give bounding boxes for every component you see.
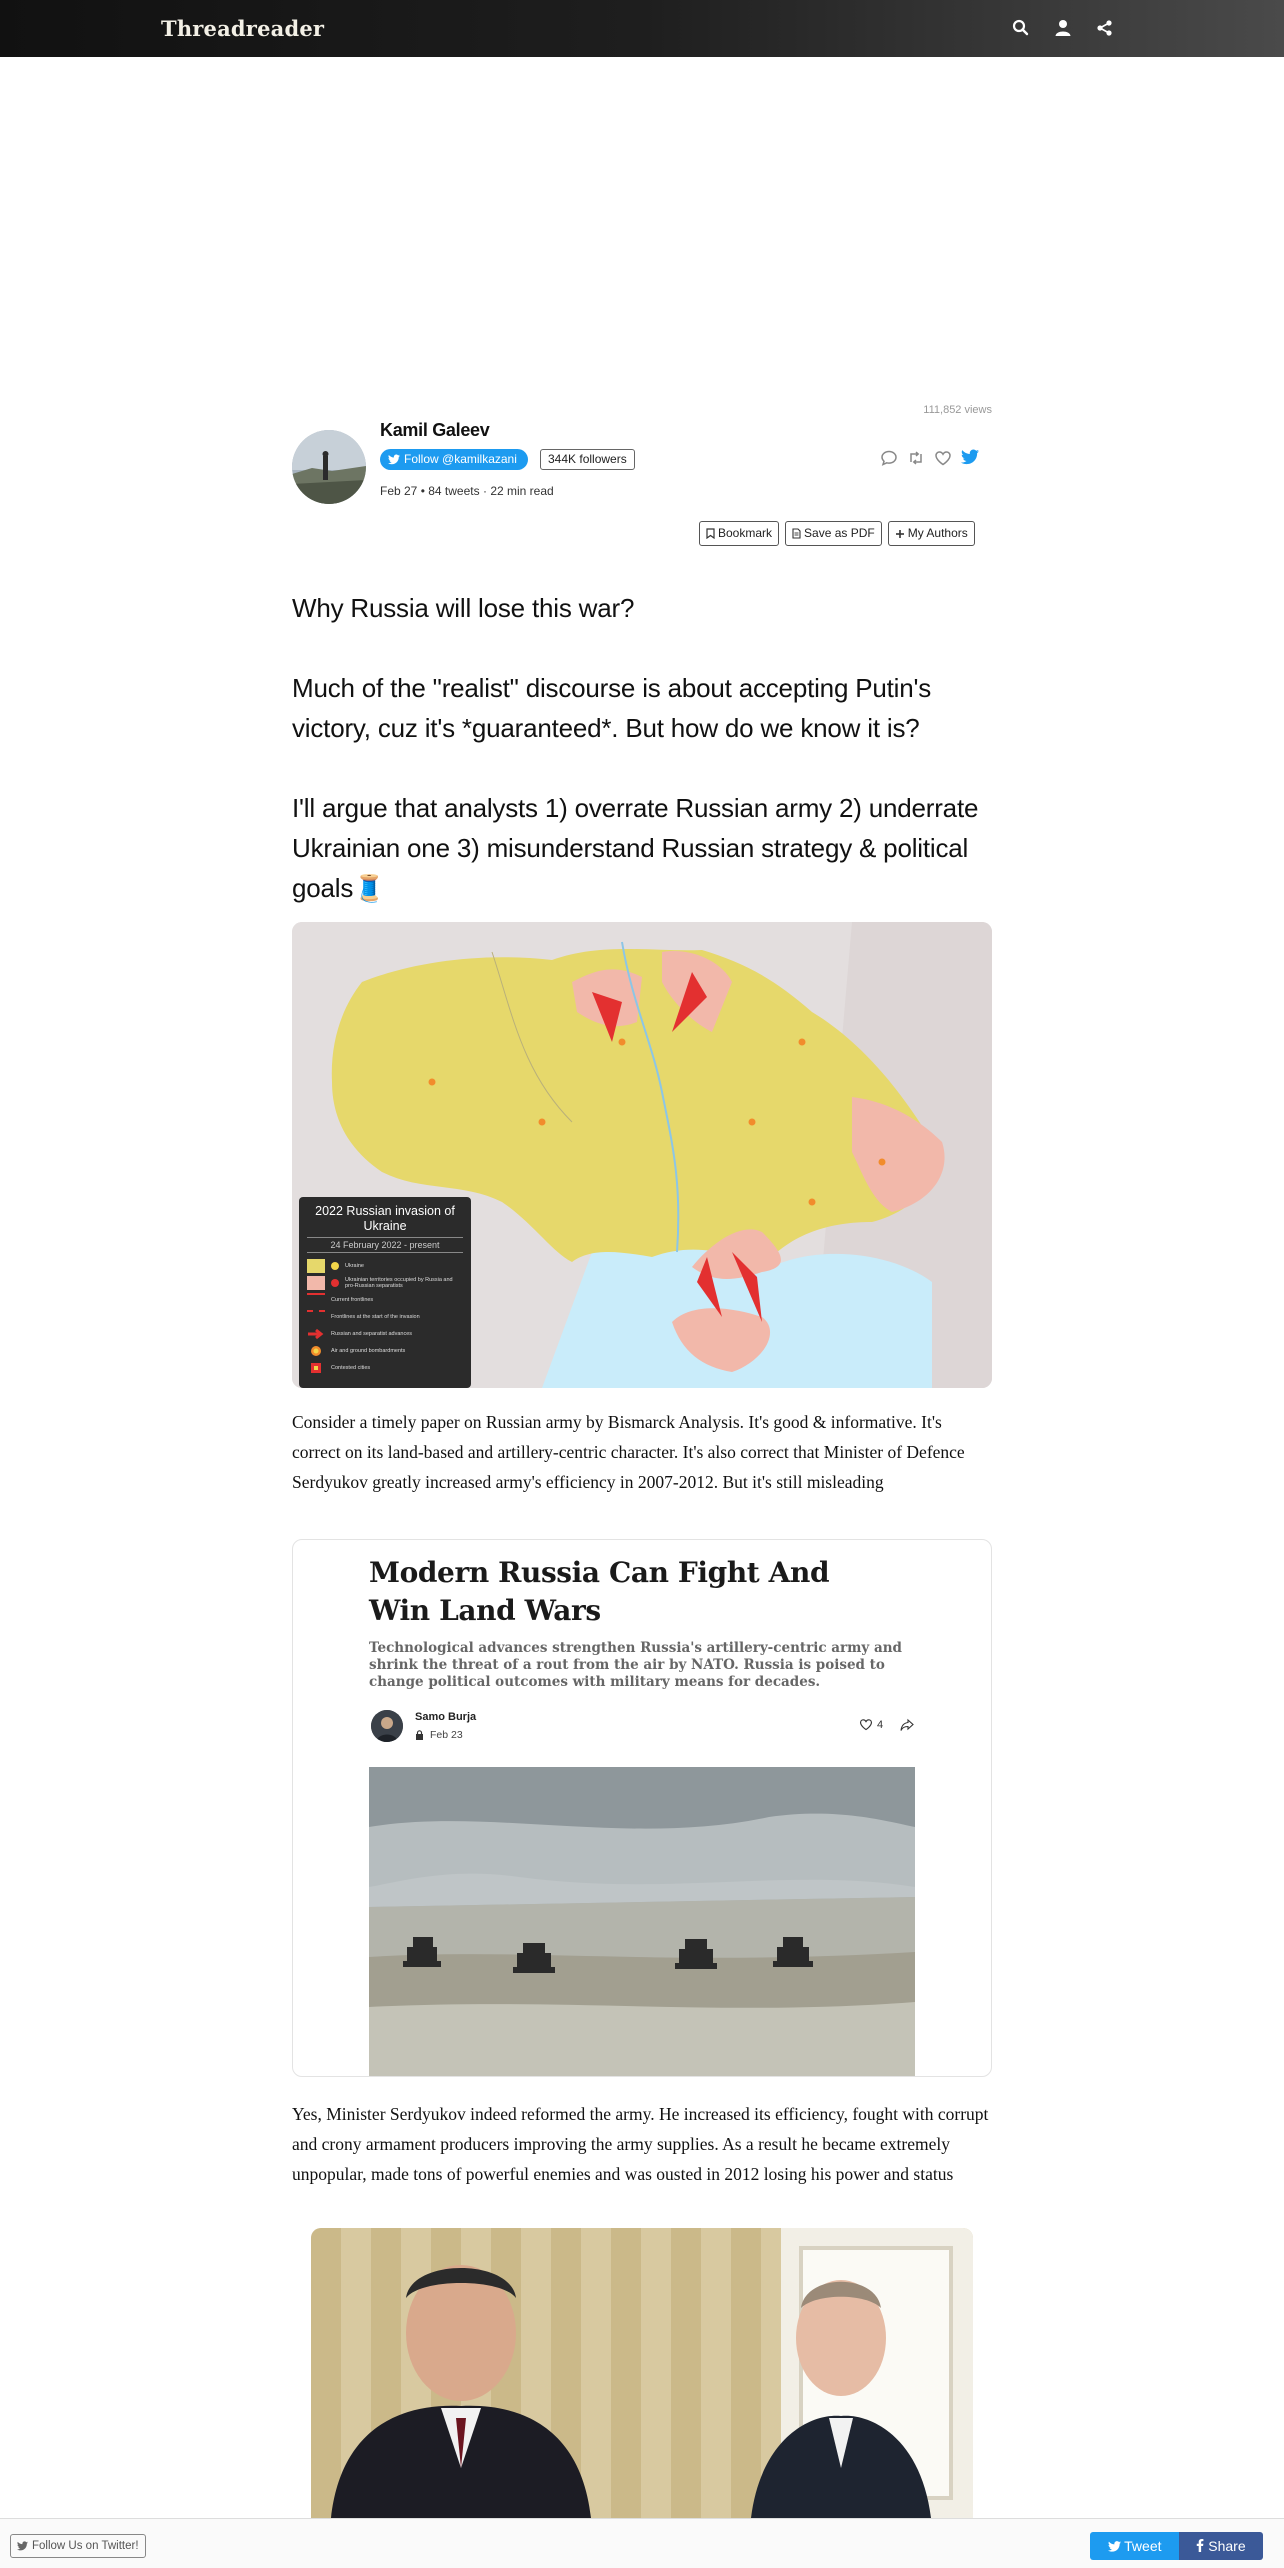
navbar-icons	[1010, 17, 1116, 39]
article-author-avatar	[371, 1710, 403, 1742]
facebook-icon	[1196, 2539, 1204, 2552]
legend-label: Contested cities	[331, 1365, 371, 1371]
article-preview-card[interactable]	[292, 1539, 992, 2077]
legend-item	[307, 1258, 463, 1274]
article-subtitle: Technological advances strengthen Russia's artillery-centric army and shrink the threat of a rout from the air by NATO. Russia is poised to change political outcomes with military means for decades.	[369, 1640, 902, 1690]
twitter-bird-icon	[388, 454, 400, 465]
document-icon	[792, 528, 801, 539]
invasion-map-image[interactable]	[292, 922, 992, 1388]
follow-us-label: Follow Us on Twitter!	[32, 2540, 139, 2552]
legend-item	[307, 1292, 463, 1308]
like-icon[interactable]	[934, 449, 952, 467]
read-time: 22 min read	[490, 484, 554, 498]
legend-swatch	[307, 1259, 325, 1273]
author-avatar[interactable]	[292, 430, 366, 504]
tweet-text: Yes, Minister Serdyukov indeed reformed the army. He increased its efficiency, fought with corrupt and crony armament producers improving the army supplies. As a result he became extremely unpopular, made tons of powerful enemies and was ousted in 2012 losing his power and status	[292, 2104, 989, 2184]
reply-icon[interactable]	[880, 449, 898, 467]
twitter-icon[interactable]	[961, 449, 979, 467]
lead-paragraph: Much of the "realist" discourse is about accepting Putin's victory, cuz it's *guaranteed*. But how do we know it is?	[292, 673, 932, 743]
brand-logo[interactable]: Threadreader	[161, 16, 325, 41]
legend-item	[307, 1326, 463, 1342]
arrow-icon	[307, 1327, 325, 1341]
lead-paragraph: Why Russia will lose this war?	[292, 593, 635, 623]
artillery-photo	[369, 1767, 915, 2077]
save-pdf-button[interactable]	[785, 521, 882, 546]
legend-item	[307, 1360, 463, 1376]
plus-icon	[895, 529, 905, 539]
tweet-button[interactable]	[1090, 2532, 1179, 2560]
legend-label: Current frontlines	[331, 1297, 374, 1303]
twitter-icon	[1108, 2541, 1121, 2552]
likes-count: 4	[877, 1718, 884, 1731]
legend-dot	[331, 1262, 339, 1270]
article-date: Feb 23	[430, 1729, 463, 1741]
legend-swatch	[307, 1310, 325, 1324]
author-name[interactable]: Kamil Galeev	[380, 420, 490, 440]
explosion-icon	[307, 1344, 325, 1358]
article-author: Samo Burja	[415, 1711, 477, 1723]
article-title[interactable]: Modern Russia Can Fight And Win Land Wars	[369, 1556, 830, 1627]
view-count: 111,852 views	[923, 404, 992, 416]
tweet-label: Tweet	[1124, 2538, 1162, 2554]
share-arrow-icon[interactable]	[900, 1718, 914, 1732]
share-icon[interactable]	[1094, 17, 1116, 39]
follow-us-button[interactable]	[10, 2534, 146, 2558]
legend-label: Russian and separatist advances	[331, 1331, 413, 1337]
top-navbar	[0, 0, 1284, 57]
bottom-share-bar	[0, 2518, 1284, 2568]
search-icon[interactable]	[1010, 17, 1032, 39]
legend-dot	[331, 1279, 339, 1287]
legend-subtitle: 24 February 2022 - present	[307, 1237, 463, 1253]
thread-meta: Feb 27 • 84 tweets · 22 min read	[380, 484, 554, 498]
lock-icon	[415, 1730, 424, 1740]
my-authors-button[interactable]	[888, 521, 975, 546]
article-date-row	[415, 1729, 463, 1741]
article-likes[interactable]	[859, 1718, 883, 1731]
legend-label: Ukraine	[345, 1263, 364, 1269]
legend-label: Air and ground bombardments	[331, 1348, 406, 1354]
bookmark-label: Bookmark	[718, 526, 773, 540]
lead-tweet	[292, 588, 1002, 908]
twitter-icon	[17, 2541, 28, 2551]
heart-icon	[859, 1718, 873, 1731]
legend-item	[307, 1309, 463, 1325]
legend-swatch	[307, 1276, 325, 1290]
serdyukov-putin-photo[interactable]	[311, 2228, 973, 2518]
tweet-actions	[880, 449, 979, 467]
follow-button-label: Follow @kamilkazani	[404, 452, 517, 466]
follow-button[interactable]	[380, 449, 528, 470]
bookmark-icon	[706, 528, 715, 539]
share-label: Share	[1208, 2538, 1246, 2554]
followers-count: 344K followers	[540, 449, 635, 470]
ad-placeholder	[292, 60, 992, 390]
facebook-share-button[interactable]	[1179, 2532, 1263, 2560]
retweet-icon[interactable]	[907, 449, 925, 467]
thread-date: Feb 27	[380, 484, 418, 498]
contested-city-icon	[307, 1361, 325, 1375]
bookmark-button[interactable]	[699, 521, 779, 546]
user-icon[interactable]	[1052, 17, 1074, 39]
lead-paragraph: I'll argue that analysts 1) overrate Russian army 2) underrate Ukrainian one 3) misunderstand Russian strategy & political goals🧵	[292, 793, 979, 903]
map-legend	[299, 1197, 471, 1388]
tweet-count: 84 tweets	[428, 484, 480, 498]
thread-toolbar	[699, 521, 975, 546]
legend-title: 2022 Russian invasion of Ukraine	[315, 1204, 455, 1233]
save-pdf-label: Save as PDF	[804, 526, 875, 540]
legend-item	[307, 1275, 463, 1291]
legend-item	[307, 1343, 463, 1359]
legend-label: Frontlines at the start of the invasion	[331, 1314, 420, 1320]
tweet-text: Consider a timely paper on Russian army by Bismarck Analysis. It's good & informative. It's correct on its land-based and artillery-centric character. It's also correct that Minister of Defence Serdyukov greatly increased army's efficiency in 2007-2012. But it's still misleading	[292, 1412, 965, 1492]
legend-swatch	[307, 1293, 325, 1307]
legend-label: Ukrainian territories occupied by Russia and pro-Russian separatists	[345, 1277, 453, 1289]
my-authors-label: My Authors	[907, 526, 968, 540]
